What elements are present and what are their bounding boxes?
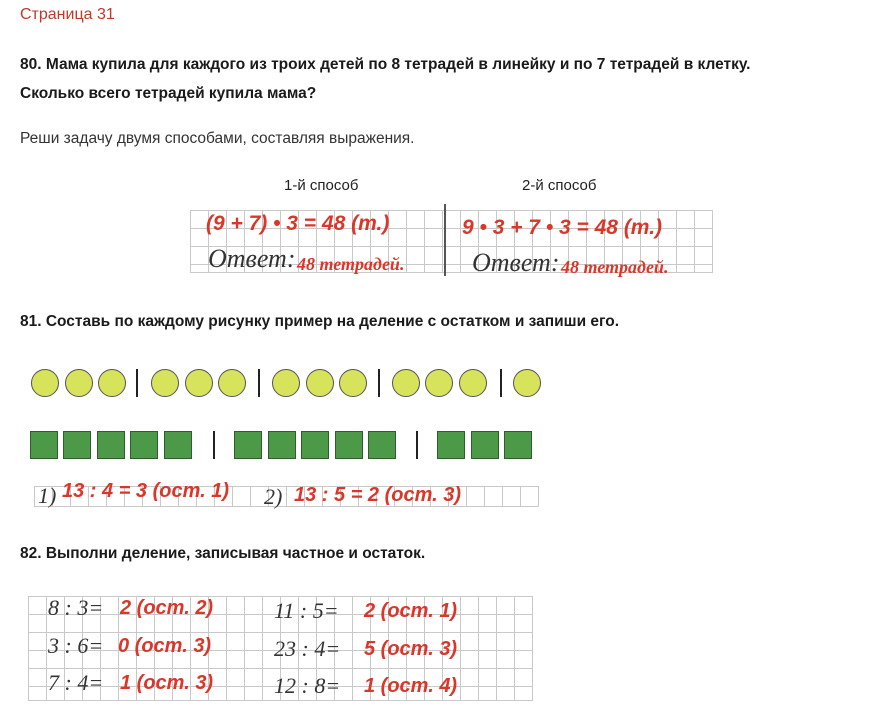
method1-label: 1-й способ (284, 177, 359, 194)
task82-left-expr-3: 7 : 4= (48, 670, 104, 695)
method2-expression: 9 • 3 + 7 • 3 = 48 (т.) (462, 216, 663, 239)
method1-expression: (9 + 7) • 3 = 48 (т.) (206, 212, 390, 235)
square (268, 431, 296, 459)
circle (98, 369, 126, 397)
circle (425, 369, 453, 397)
separator (416, 431, 418, 459)
method2-answer-word: Ответ: (472, 248, 560, 277)
square (164, 431, 192, 459)
circle (513, 369, 541, 397)
method1-answer-word: Ответ: (208, 244, 296, 273)
separator (378, 369, 380, 397)
task80-question-line1: 80. Мама купила для каждого из троих детей по 8 тетрадей в линейку и по 7 тетрадей в клетку. (20, 56, 751, 73)
square (234, 431, 262, 459)
method-divider (444, 204, 446, 276)
task80-instruction: Реши задачу двумя способами, составляя выражения. (20, 130, 415, 147)
task80-question-line2: Сколько всего тетрадей купила мама? (20, 85, 317, 102)
circle (339, 369, 367, 397)
task81-question: 81. Составь по каждому рисунку пример на деление с остатком и запиши его. (20, 313, 620, 330)
method2-answer: 48 тетрадей. (561, 257, 669, 277)
task82-question: 82. Выполни деление, записывая частное и остаток. (20, 545, 426, 562)
task82-right-expr-2: 23 : 4= (274, 636, 341, 661)
circle (185, 369, 213, 397)
task82-left-expr-1: 8 : 3= (48, 595, 104, 620)
square (130, 431, 158, 459)
circle (31, 369, 59, 397)
task82-right-expr-1: 11 : 5= (274, 598, 339, 623)
separator (258, 369, 260, 397)
circle (459, 369, 487, 397)
circle (151, 369, 179, 397)
circle (272, 369, 300, 397)
task82-right-result-3: 1 (ост. 4) (364, 675, 458, 697)
task82-right-result-2: 5 (ост. 3) (364, 638, 458, 660)
separator (500, 369, 502, 397)
circle (392, 369, 420, 397)
task81-answer1-num: 1) (38, 483, 57, 508)
circle (65, 369, 93, 397)
square (97, 431, 125, 459)
task81-answer2-num: 2) (264, 484, 283, 509)
method1-answer: 48 тетрадей. (297, 254, 405, 274)
square (30, 431, 58, 459)
square (437, 431, 465, 459)
square (63, 431, 91, 459)
circle (306, 369, 334, 397)
task81-answer1: 13 : 4 = 3 (ост. 1) (62, 480, 230, 502)
page-title: Страница 31 (20, 6, 115, 23)
square (368, 431, 396, 459)
square (504, 431, 532, 459)
task81-answer2: 13 : 5 = 2 (ост. 3) (294, 484, 462, 506)
task82-left-result-1: 2 (ост. 2) (120, 597, 214, 619)
separator (136, 369, 138, 397)
separator (213, 431, 215, 459)
task82-right-result-1: 2 (ост. 1) (364, 600, 458, 622)
square (335, 431, 363, 459)
task82-left-expr-2: 3 : 6= (48, 633, 104, 658)
square (471, 431, 499, 459)
task82-left-result-3: 1 (ост. 3) (120, 672, 214, 694)
method2-label: 2-й способ (522, 177, 597, 194)
task82-right-expr-3: 12 : 8= (274, 673, 341, 698)
square (301, 431, 329, 459)
task82-left-result-2: 0 (ост. 3) (118, 635, 212, 657)
circle (218, 369, 246, 397)
